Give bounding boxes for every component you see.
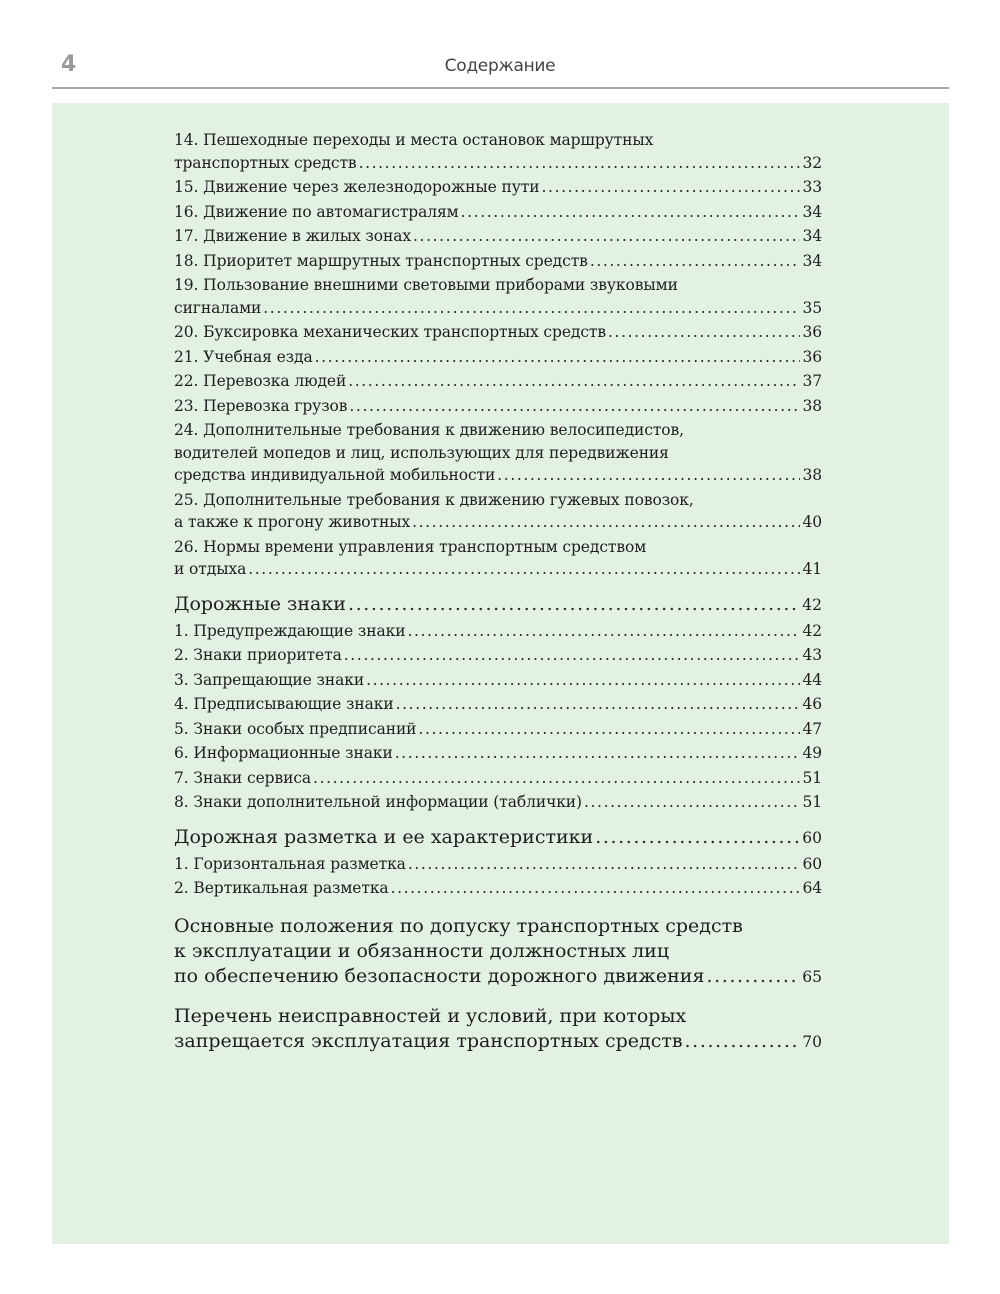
toc-page-number: 46: [802, 695, 822, 713]
toc-page-number: 36: [802, 347, 822, 366]
toc-page-number: 36: [802, 323, 822, 341]
table-of-contents: [174, 129, 822, 1057]
toc-entry-title: 2. Знаки приоритета: [174, 646, 342, 664]
toc-entry-title: 3. Запрещающие знаки: [174, 670, 365, 689]
toc-entry-title-line: 26. Нормы времени управления транспортным средством: [174, 537, 647, 556]
toc-entry[interactable]: [174, 321, 822, 344]
toc-entry[interactable]: [174, 669, 822, 692]
toc-entry-title: а также к прогону животных: [174, 513, 411, 531]
dot-leader: [396, 693, 801, 716]
toc-entry-title: 23. Перевозка грузов: [174, 396, 348, 415]
dot-leader: [706, 964, 800, 989]
dot-leader: [595, 825, 800, 850]
toc-entry-title: 20. Буксировка механических транспортных средств: [174, 323, 607, 341]
toc-entry-title: по обеспечению безопасности дорожного движения: [174, 964, 705, 987]
running-title: Содержание: [444, 56, 556, 76]
dot-leader: [348, 370, 800, 393]
toc-page-number: 47: [802, 719, 822, 738]
toc-entry[interactable]: [174, 250, 822, 273]
dot-leader: [359, 152, 801, 175]
dot-leader: [685, 1029, 801, 1054]
toc-entry-title-line: 19. Пользование внешними световыми приборами звуковыми: [174, 276, 678, 294]
toc-entry-title: сигналами: [174, 298, 262, 317]
dot-leader: [461, 201, 801, 224]
dot-leader: [349, 395, 800, 418]
toc-entry-title: 21. Учебная езда: [174, 347, 313, 366]
toc-entry[interactable]: [174, 176, 822, 199]
toc-entry-title: средства индивидуальной мобильности: [174, 466, 496, 484]
dot-leader: [391, 877, 801, 900]
toc-entry-title-line: 14. Пешеходные переходы и места остановок маршрутных: [174, 131, 654, 149]
toc-section[interactable]: [174, 825, 822, 851]
toc-section[interactable]: [174, 914, 822, 990]
toc-page-number: 64: [802, 879, 822, 897]
toc-entry-title-line: водителей мопедов и лиц, использующих для передвижения: [174, 443, 669, 462]
toc-entry-title: 6. Информационные знаки: [174, 744, 393, 762]
toc-entry[interactable]: [174, 791, 822, 814]
dot-leader: [348, 592, 800, 617]
header-rule: [52, 87, 949, 89]
dot-leader: [542, 176, 801, 199]
toc-page-number: 49: [802, 744, 822, 762]
toc-entry[interactable]: [174, 718, 822, 741]
page-number: 4: [61, 52, 76, 77]
dot-leader: [497, 464, 800, 487]
toc-page-number: 70: [802, 1032, 822, 1051]
dot-leader: [407, 620, 800, 643]
dot-leader: [263, 297, 800, 320]
toc-entry-title: 5. Знаки особых предписаний: [174, 719, 417, 738]
dot-leader: [315, 346, 801, 369]
toc-page-number: 65: [802, 967, 822, 986]
toc-entry[interactable]: [174, 274, 822, 319]
toc-entry-title: транспортных средств: [174, 153, 357, 172]
dot-leader: [313, 767, 800, 790]
toc-entry-title: Дорожные знаки: [174, 592, 346, 615]
dot-leader: [248, 558, 800, 581]
toc-entry-title: 2. Вертикальная разметка: [174, 879, 389, 897]
toc-entry[interactable]: [174, 767, 822, 790]
toc-page-number: 42: [802, 595, 822, 614]
toc-page-number: 60: [802, 854, 822, 873]
toc-entry-title: 8. Знаки дополнительной информации (таблички): [174, 793, 582, 811]
toc-entry-title: 1. Горизонтальная разметка: [174, 854, 406, 873]
toc-entry-title: 1. Предупреждающие знаки: [174, 621, 406, 640]
toc-entry[interactable]: [174, 370, 822, 393]
toc-entry[interactable]: [174, 620, 822, 643]
toc-entry[interactable]: [174, 346, 822, 369]
dot-leader: [584, 791, 800, 814]
toc-entry-title: и отдыха: [174, 560, 247, 578]
toc-page-number: 32: [802, 153, 822, 172]
toc-page-number: 51: [802, 768, 822, 787]
toc-page-number: 40: [802, 513, 822, 531]
toc-page-number: 38: [802, 396, 822, 415]
toc-entry-title: 22. Перевозка людей: [174, 372, 347, 390]
toc-entry-title-line: к эксплуатации и обязанности должностных лиц: [174, 939, 670, 962]
toc-entry-title: Дорожная разметка и ее характеристики: [174, 825, 594, 848]
toc-page-number: 35: [802, 298, 822, 317]
toc-page-number: 42: [802, 621, 822, 640]
toc-entry-title: 17. Движение в жилых зонах: [174, 227, 412, 245]
toc-entry[interactable]: [174, 644, 822, 667]
dot-leader: [608, 321, 800, 344]
toc-entry-title: 4. Предписывающие знаки: [174, 695, 394, 713]
toc-entry[interactable]: [174, 395, 822, 418]
toc-entry[interactable]: [174, 419, 822, 487]
toc-entry-title-line: 25. Дополнительные требования к движению гужевых повозок,: [174, 490, 694, 509]
toc-page-number: 38: [802, 466, 822, 484]
toc-entry[interactable]: [174, 225, 822, 248]
toc-page-number: 33: [802, 178, 822, 196]
toc-entry-title: 16. Движение по автомагистралям: [174, 202, 459, 221]
toc-entry-title-line: Основные положения по допуску транспортных средств: [174, 914, 743, 937]
toc-entry-title: 18. Приоритет маршрутных транспортных средств: [174, 251, 588, 270]
toc-page-number: 51: [802, 793, 822, 811]
dot-leader: [413, 225, 800, 248]
toc-entry[interactable]: [174, 853, 822, 876]
toc-page-number: 44: [802, 670, 822, 689]
toc-entry-title: запрещается эксплуатация транспортных средств: [174, 1029, 683, 1052]
toc-section[interactable]: [174, 592, 822, 618]
toc-page-number: 34: [802, 251, 822, 270]
toc-entry[interactable]: [174, 536, 822, 581]
dot-leader: [412, 511, 800, 534]
dot-leader: [366, 669, 800, 692]
toc-entry[interactable]: [174, 489, 822, 534]
dot-leader: [408, 853, 801, 876]
toc-page-number: 43: [802, 646, 822, 664]
toc-entry[interactable]: [174, 742, 822, 765]
toc-page-number: 60: [802, 828, 822, 847]
toc-entry[interactable]: [174, 693, 822, 716]
toc-entry-title-line: Перечень неисправностей и условий, при которых: [174, 1004, 687, 1027]
toc-entry[interactable]: [174, 877, 822, 900]
dot-leader: [418, 718, 800, 741]
toc-entry-title: 15. Движение через железнодорожные пути: [174, 178, 540, 196]
dot-leader: [590, 250, 801, 273]
toc-entry-title: 7. Знаки сервиса: [174, 768, 312, 787]
toc-entry-title-line: 24. Дополнительные требования к движению велосипедистов,: [174, 421, 684, 439]
toc-page-number: 34: [802, 227, 822, 245]
dot-leader: [395, 742, 801, 765]
toc-page-number: 37: [802, 372, 822, 390]
toc-page-number: 34: [802, 202, 822, 221]
toc-entry[interactable]: [174, 201, 822, 224]
dot-leader: [344, 644, 801, 667]
toc-page-number: 41: [802, 560, 822, 578]
toc-section[interactable]: [174, 1004, 822, 1055]
toc-entry[interactable]: [174, 129, 822, 174]
